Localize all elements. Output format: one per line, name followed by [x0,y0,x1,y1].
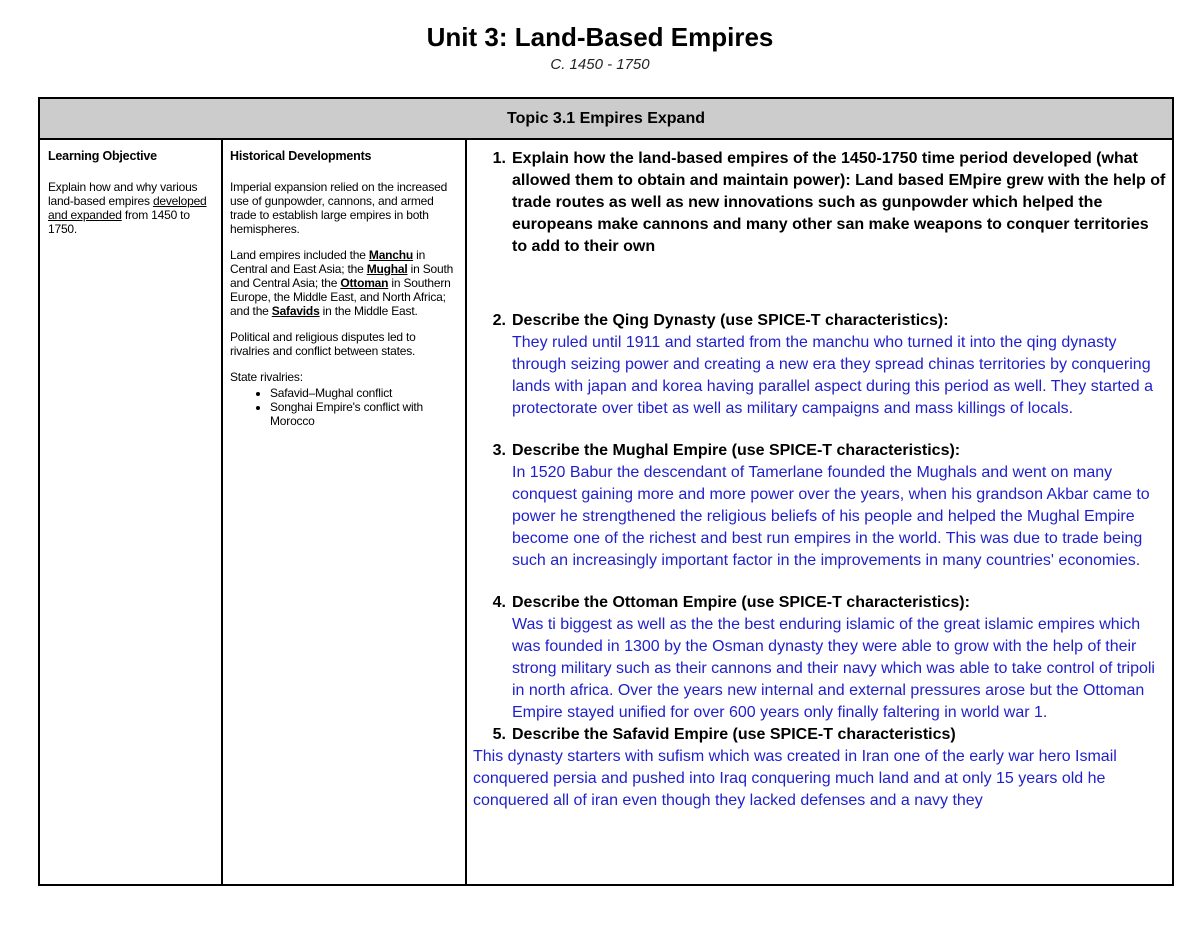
learning-objective-text [48,180,213,236]
responses-cell [467,140,1172,884]
rivalries-list [230,386,458,428]
hd-text-part: in the Middle East. [319,304,418,318]
learning-objective-heading: Learning Objective [48,149,157,163]
hd-text-part: in South and Central Asia; the [230,262,454,290]
topic-table [38,97,1174,886]
question-item [473,148,1166,258]
answer-text[interactable]: This dynasty starters with sufism which was created in Iran one of the early war hero Ismail conquered persia and pushed into Iraq conquering much land and at only 15 years old he conquered all of iran even though they lacked defenses and a navy they [473,748,1117,809]
question-text: Explain how the land-based empires of the 1450-1750 time period developed (what allowed them to obtain and maintain power): Land based EMpire grew with the help of trade routes as well as new innovations such as gunpowder which helped the europeans make cannons and many other san make weapons to conquer territories to add to their own [512,150,1166,255]
learning-objective-cell [40,140,223,884]
list-item: • Songhai Empire's conflict with Morocco [270,400,458,428]
hd-text-part: Land empires included the [230,248,369,262]
lo-underlined-text: developed and expanded [48,194,207,222]
lo-text-part: Explain how and why various land-based empires [48,180,198,208]
hd-paragraph [230,248,458,318]
question-number: 4. [492,594,506,611]
empire-name: Safavids [271,304,320,318]
question-number: 2. [492,312,506,329]
empire-name: Mughal [366,262,408,276]
hd-text-part: in Southern Europe, the Middle East, and North Africa; and the [230,276,451,318]
empire-name: Ottoman [340,276,389,290]
question-item [473,310,1166,420]
hd-paragraph: State rivalries: [230,370,303,384]
answer-text[interactable]: In 1520 Babur the descendant of Tamerlane founded the Mughals and went on many conquest gaining more and more power over the years, when his grandson Akbar came to power he strengthened the religious beliefs of his people and helped the Mughal Empire become one of the richest and best run empires in the world. This was due to trade being such an increasingly important factor in the improvements in many countries' economies. [512,464,1150,569]
hd-paragraph: Political and religious disputes led to rivalries and conflict between states. [230,330,416,358]
question-text: Describe the Mughal Empire (use SPICE-T characteristics): [512,442,961,459]
list-item: • Safavid–Mughal conflict [270,386,458,400]
question-item [473,592,1166,724]
hd-paragraph: Imperial expansion relied on the increased use of gunpowder, cannons, and armed trade to establish large empires in both hemispheres. [230,180,448,236]
hd-text-part: in Central and East Asia; the [230,248,426,276]
topic-header: Topic 3.1 Empires Expand [40,99,1172,140]
question-number: 3. [492,442,506,459]
question-item [473,724,1166,746]
question-number: 5. [492,726,506,743]
answer-text[interactable]: They ruled until 1911 and started from the manchu who turned it into the qing dynasty through seizing power and creating a new era they spread chinas territories by conquering lands with japan and korea having parallel aspect during this period as well. They started a protectorate over tibet as well as military campaigns and mass killings of locals. [512,334,1153,417]
historical-developments-heading: Historical Developments [230,149,372,163]
question-text: Describe the Safavid Empire (use SPICE-T characteristics) [512,726,956,743]
page-subtitle: C. 1450 - 1750 [550,56,650,73]
question-item [473,440,1166,572]
question-text: Describe the Ottoman Empire (use SPICE-T characteristics): [512,594,970,611]
empire-name: Manchu [368,248,414,262]
page-title: Unit 3: Land-Based Empires [426,22,774,52]
question-text: Describe the Qing Dynasty (use SPICE-T characteristics): [512,312,949,329]
historical-developments-cell [223,140,467,884]
lo-text-part: from 1450 to 1750. [48,208,190,236]
answer-text[interactable]: Was ti biggest as well as the the best enduring islamic of the great islamic empires which was founded in 1300 by the Osman dynasty they were able to grow with the help of their strong military such as their cannons and their navy which was able to take control of tripoli in north africa. Over the years new internal and external pressures arose but the Ottoman Empire stayed unified for over 600 years only finally faltering in world war 1. [512,616,1155,721]
question-number: 1. [492,150,506,167]
